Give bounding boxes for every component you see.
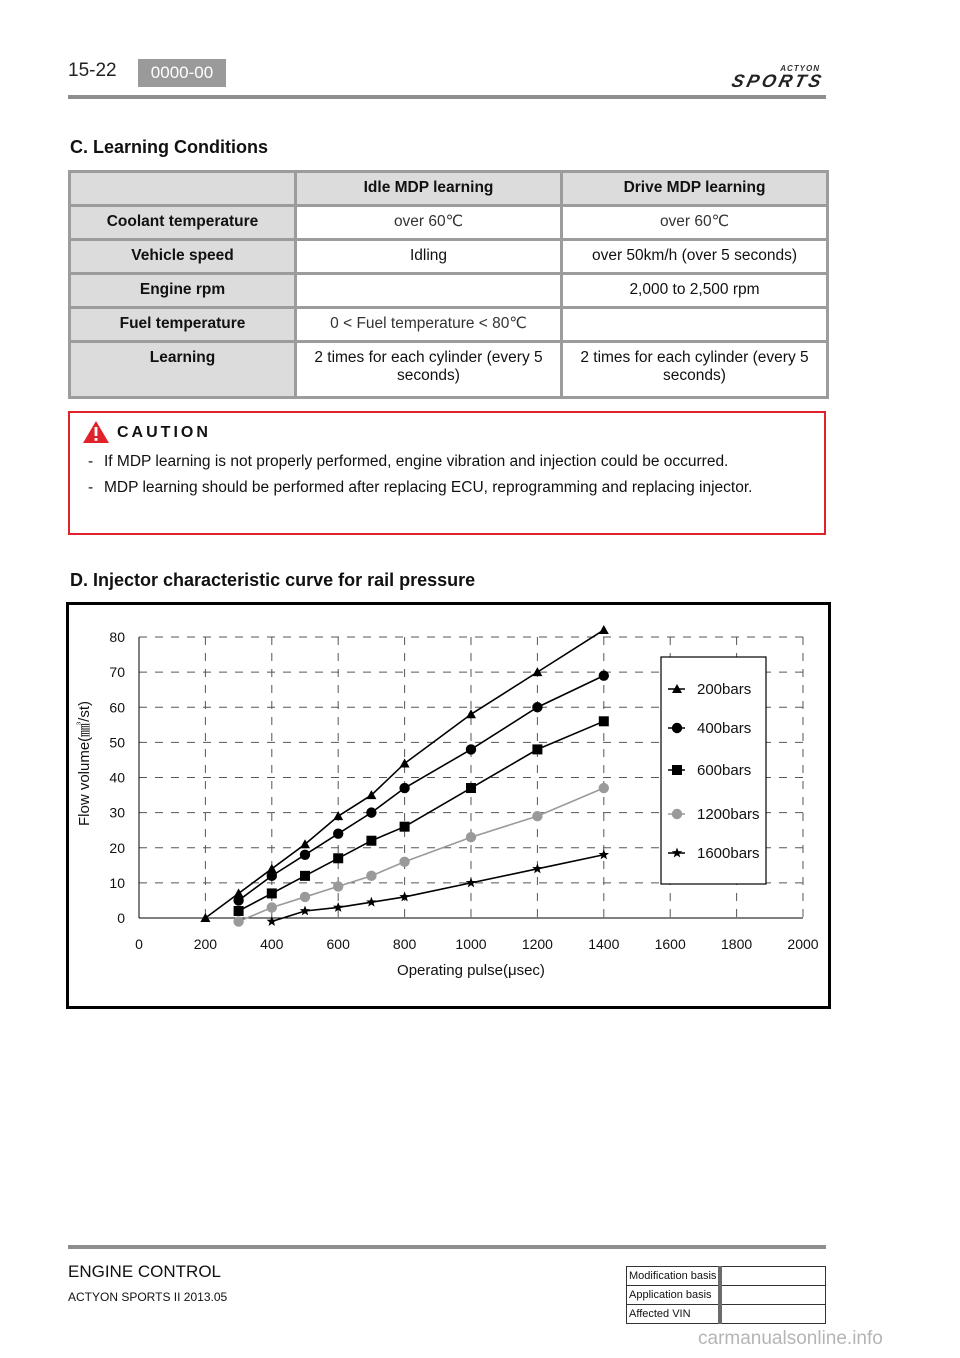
data-point (466, 744, 476, 754)
y-axis-label: Flow volume(㎣/st) (76, 700, 93, 827)
table-row (627, 1286, 826, 1305)
series-line (272, 855, 604, 922)
legend-label: 600bars (697, 762, 752, 779)
warning-icon (82, 420, 110, 444)
drive-cell: over 50km/h (over 5 seconds) (562, 240, 828, 274)
data-point (466, 783, 476, 793)
legend-label: 200bars (697, 681, 752, 698)
y-tick-label: 80 (109, 629, 125, 645)
data-point (399, 857, 409, 867)
y-tick-label: 0 (117, 910, 125, 926)
data-point (333, 829, 343, 839)
data-point (466, 832, 476, 842)
data-point (366, 871, 376, 881)
legend-marker (672, 809, 682, 819)
data-point (466, 877, 476, 887)
learning-conditions-table (68, 170, 829, 399)
x-tick-label: 2000 (787, 936, 819, 952)
data-point (400, 758, 410, 767)
application-basis-value (720, 1286, 825, 1305)
actyon-sports-logo (712, 64, 828, 92)
caution-title: CAUTION (117, 424, 211, 441)
row-label: Coolant temperature (70, 206, 296, 240)
page-number: 15-22 (68, 60, 117, 81)
data-point (599, 849, 609, 859)
row-label: Engine rpm (70, 274, 296, 308)
bottom-rule (68, 1245, 826, 1249)
series-line (239, 788, 604, 921)
data-point (300, 892, 310, 902)
data-point (532, 702, 542, 712)
table-corner-cell (70, 172, 296, 206)
y-tick-label: 70 (109, 664, 125, 681)
data-point (333, 853, 343, 863)
modification-basis-label: Modification basis (627, 1267, 721, 1286)
y-tick-label: 10 (109, 874, 125, 891)
x-tick-label: 1800 (721, 936, 753, 952)
section-d-title: D. Injector characteristic curve for rail pressure (70, 570, 476, 590)
x-tick-label: 400 (260, 936, 284, 952)
drive-cell: 2,000 to 2,500 rpm (562, 274, 828, 308)
caution-item: - If MDP learning is not properly performed, engine vibration and injection could be occurred. (88, 453, 729, 470)
row-label: Learning (70, 342, 296, 398)
table-row (70, 206, 828, 240)
injector-characteristic-chart (69, 605, 822, 1000)
x-tick-label: 1200 (521, 936, 553, 952)
data-point (233, 916, 243, 926)
data-point (300, 871, 310, 881)
drive-cell: 2 times for each cylinder (every 5 seconds) (562, 342, 828, 398)
idle-cell: 2 times for each cylinder (every 5 seconds) (296, 342, 562, 398)
series-line (239, 721, 604, 911)
data-point (300, 850, 310, 860)
data-point (532, 744, 542, 754)
x-tick-label: 1600 (654, 936, 686, 952)
legend-label: 1200bars (697, 806, 760, 823)
series-1600bars (267, 849, 609, 926)
table-row (627, 1267, 826, 1286)
data-point (333, 881, 343, 891)
affected-vin-label: Affected VIN (627, 1305, 721, 1324)
idle-cell (296, 274, 562, 308)
table-row (627, 1305, 826, 1324)
data-point (234, 906, 244, 916)
data-point (366, 836, 376, 846)
table-row (70, 240, 828, 274)
footer-title: ENGINE CONTROL (68, 1262, 222, 1281)
code-badge: 0000-00 (138, 59, 226, 87)
x-tick-label: 0 (135, 936, 143, 952)
table-row (70, 274, 828, 308)
series-400bars (233, 670, 609, 905)
idle-cell: over 60℃ (296, 206, 562, 240)
modification-table (626, 1266, 826, 1324)
top-rule (68, 95, 826, 99)
watermark: carmanualsonline.info (698, 1328, 883, 1349)
table-header-row (70, 172, 828, 206)
data-point (599, 716, 609, 726)
chart-legend (661, 657, 766, 884)
y-tick-label: 20 (109, 839, 125, 856)
modification-basis-value (720, 1267, 825, 1286)
affected-vin-value (720, 1305, 825, 1324)
legend-label: 1600bars (697, 845, 760, 862)
x-axis-label: Operating pulse(μsec) (397, 962, 545, 979)
y-tick-label: 40 (109, 769, 125, 786)
data-point (532, 863, 542, 873)
legend-marker (672, 765, 682, 775)
drive-cell: over 60℃ (562, 206, 828, 240)
data-point (599, 670, 609, 680)
data-point (399, 783, 409, 793)
data-point (267, 888, 277, 898)
y-tick-label: 50 (109, 734, 125, 751)
x-tick-label: 200 (193, 936, 218, 952)
caution-item-text: MDP learning should be performed after replacing ECU, reprogramming and replacing injector. (104, 479, 753, 496)
column-header-drive: Drive MDP learning (562, 172, 828, 206)
x-tick-label: 1400 (588, 936, 620, 952)
data-point (599, 625, 609, 634)
idle-cell: 0 < Fuel temperature < 80℃ (296, 308, 562, 342)
x-tick-label: 600 (326, 936, 350, 952)
data-point (267, 902, 277, 912)
row-label: Vehicle speed (70, 240, 296, 274)
application-basis-label: Application basis (627, 1286, 721, 1305)
data-point (366, 807, 376, 817)
column-header-idle: Idle MDP learning (296, 172, 562, 206)
data-point (267, 871, 277, 881)
legend-label: 400bars (697, 720, 752, 737)
data-point (233, 895, 243, 905)
data-point (599, 783, 609, 793)
row-label: Fuel temperature (70, 308, 296, 342)
logo-small-text: ACTYON (780, 64, 820, 73)
x-tick-label: 1000 (455, 936, 487, 952)
data-point (532, 811, 542, 821)
idle-cell: Idling (296, 240, 562, 274)
logo-big-text: SPORTS (729, 71, 827, 91)
table-row (70, 342, 828, 398)
y-tick-label: 30 (109, 804, 125, 821)
data-point (466, 709, 476, 718)
drive-cell (562, 308, 828, 342)
caution-item-text: If MDP learning is not properly performed, engine vibration and injection could be occurred. (104, 453, 729, 470)
series-600bars (234, 716, 609, 916)
data-point (400, 822, 410, 832)
caution-item: - MDP learning should be performed after replacing ECU, reprogramming and replacing injector. (88, 479, 753, 496)
x-tick-label: 800 (392, 936, 417, 952)
y-tick-label: 60 (109, 699, 125, 716)
data-point (300, 905, 310, 915)
section-c-title: C. Learning Conditions (70, 137, 268, 157)
data-point (366, 897, 376, 907)
table-row (70, 308, 828, 342)
legend-marker (672, 723, 682, 733)
footer-subtitle: ACTYON SPORTS II 2013.05 (68, 1290, 228, 1304)
